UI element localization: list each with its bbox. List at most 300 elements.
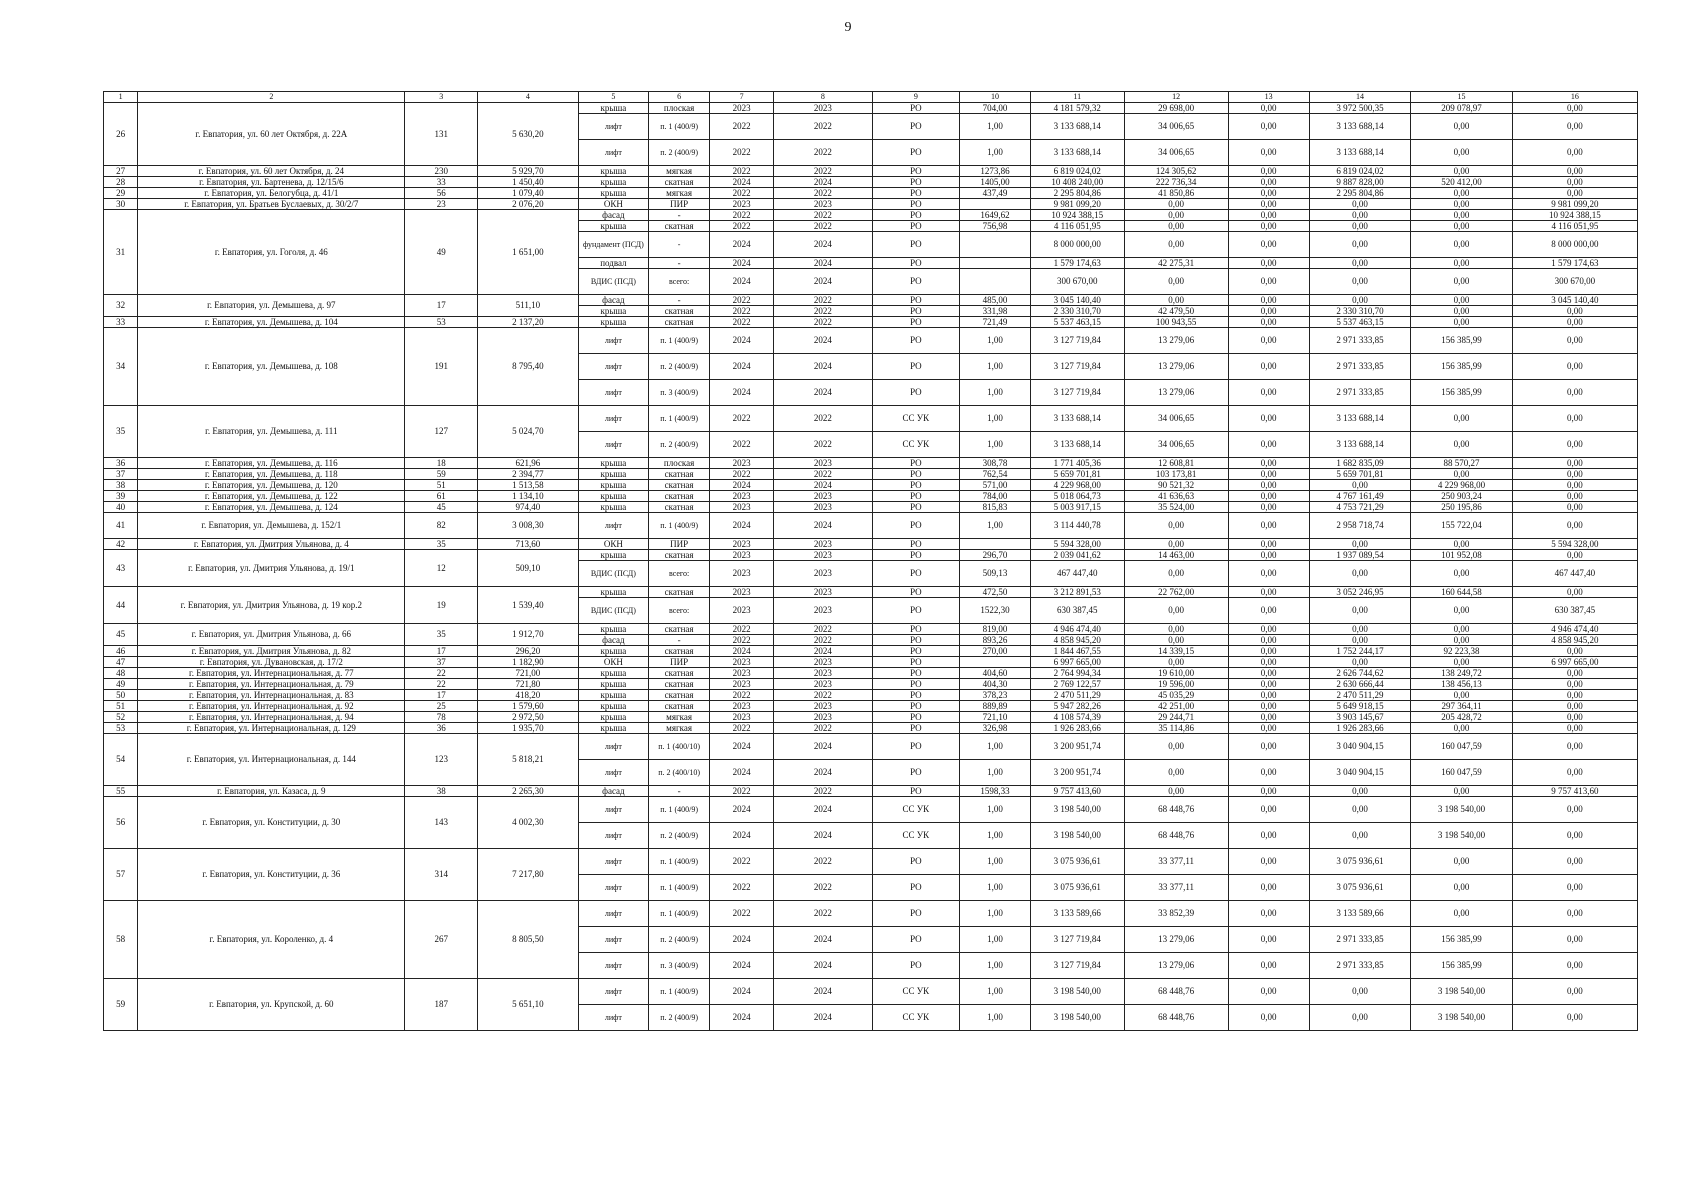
- area-cell: 5 024,70: [478, 406, 578, 458]
- fund-cell-16: 0,00: [1512, 760, 1637, 786]
- area-cell: 5 929,70: [478, 166, 578, 177]
- completion-year-cell: 2022: [774, 221, 872, 232]
- address-cell: г. Евпатория, ул. Демышева, д. 97: [138, 295, 405, 317]
- plan-year-cell: 2022: [710, 849, 774, 875]
- fund-method-cell: РО: [872, 114, 960, 140]
- psd-cost-cell: 100 943,55: [1124, 317, 1228, 328]
- plan-year-cell: 2024: [710, 269, 774, 295]
- total-cost-cell: 3 127 719,84: [1030, 927, 1124, 953]
- area-cell: 974,40: [478, 502, 578, 513]
- work-subtype-cell: скатная: [649, 502, 710, 513]
- fund-cell-16: 0,00: [1512, 701, 1637, 712]
- area-cell: 509,10: [478, 550, 578, 587]
- total-cost-cell: 3 200 951,74: [1030, 760, 1124, 786]
- work-subtype-cell: скатная: [649, 491, 710, 502]
- completion-year-cell: 2023: [774, 502, 872, 513]
- work-subtype-cell: п. 2 (400/9): [649, 432, 710, 458]
- address-cell: г. Евпатория, ул. Конституции, д. 36: [138, 849, 405, 901]
- plan-year-cell: 2022: [710, 690, 774, 701]
- total-cost-cell: 3 198 540,00: [1030, 979, 1124, 1005]
- apartments-cell: 61: [405, 491, 478, 502]
- plan-year-cell: 2022: [710, 624, 774, 635]
- fund-cell-14: 0,00: [1309, 786, 1411, 797]
- plan-year-cell: 2024: [710, 979, 774, 1005]
- work-type-cell: лифт: [578, 114, 649, 140]
- plan-year-cell: 2023: [710, 657, 774, 668]
- work-type-cell: крыша: [578, 502, 649, 513]
- total-cost-cell: 8 000 000,00: [1030, 232, 1124, 258]
- completion-year-cell: 2022: [774, 295, 872, 306]
- fund-cell-15: 3 198 540,00: [1411, 823, 1513, 849]
- volume-cell: 1,00: [960, 114, 1031, 140]
- fund-cell-14: 3 133 688,14: [1309, 114, 1411, 140]
- fund-method-cell: РО: [872, 166, 960, 177]
- fund-cell-15: 160 047,59: [1411, 734, 1513, 760]
- table-row: [104, 979, 1638, 1005]
- volume-cell: 404,30: [960, 679, 1031, 690]
- fund-cell-13: 0,00: [1228, 306, 1309, 317]
- psd-cost-cell: 14 339,15: [1124, 646, 1228, 657]
- fund-method-cell: РО: [872, 657, 960, 668]
- volume-cell: 571,00: [960, 480, 1031, 491]
- fund-cell-14: 0,00: [1309, 539, 1411, 550]
- table-row: [104, 513, 1638, 539]
- fund-cell-16: 0,00: [1512, 103, 1637, 114]
- repair-register-table: [103, 91, 1638, 1031]
- fund-cell-14: 5 537 463,15: [1309, 317, 1411, 328]
- work-type-cell: лифт: [578, 513, 649, 539]
- fund-cell-16: 3 045 140,40: [1512, 295, 1637, 306]
- plan-year-cell: 2022: [710, 432, 774, 458]
- address-cell: г. Евпатория, ул. Интернациональная, д. 77: [138, 668, 405, 679]
- fund-cell-15: 0,00: [1411, 188, 1513, 199]
- table-row: [104, 734, 1638, 760]
- work-type-cell: лифт: [578, 927, 649, 953]
- address-cell: г. Евпатория, ул. Интернациональная, д. 83: [138, 690, 405, 701]
- address-cell: г. Евпатория, ул. Демышева, д. 120: [138, 480, 405, 491]
- completion-year-cell: 2023: [774, 539, 872, 550]
- fund-method-cell: РО: [872, 539, 960, 550]
- volume-cell: [960, 657, 1031, 668]
- fund-method-cell: РО: [872, 295, 960, 306]
- volume-cell: 270,00: [960, 646, 1031, 657]
- completion-year-cell: 2024: [774, 177, 872, 188]
- volume-cell: 704,00: [960, 103, 1031, 114]
- fund-cell-15: 297 364,11: [1411, 701, 1513, 712]
- fund-cell-16: 467 447,40: [1512, 561, 1637, 587]
- fund-method-cell: РО: [872, 927, 960, 953]
- row-number-cell: 50: [104, 690, 138, 701]
- table-row: [104, 797, 1638, 823]
- fund-method-cell: РО: [872, 491, 960, 502]
- fund-cell-14: 0,00: [1309, 269, 1411, 295]
- plan-year-cell: 2024: [710, 927, 774, 953]
- completion-year-cell: 2022: [774, 210, 872, 221]
- completion-year-cell: 2023: [774, 668, 872, 679]
- address-cell: г. Евпатория, ул. Короленко, д. 4: [138, 901, 405, 979]
- row-number-cell: 45: [104, 624, 138, 646]
- work-subtype-cell: п. 1 (400/9): [649, 406, 710, 432]
- fund-method-cell: РО: [872, 221, 960, 232]
- row-number-cell: 26: [104, 103, 138, 166]
- fund-cell-13: 0,00: [1228, 1005, 1309, 1031]
- work-subtype-cell: п. 1 (400/9): [649, 901, 710, 927]
- work-subtype-cell: ПИР: [649, 539, 710, 550]
- volume-cell: 1,00: [960, 823, 1031, 849]
- fund-cell-16: 0,00: [1512, 491, 1637, 502]
- fund-cell-15: 0,00: [1411, 232, 1513, 258]
- address-cell: г. Евпатория, ул. 60 лет Октября, д. 22А: [138, 103, 405, 166]
- volume-cell: 815,83: [960, 502, 1031, 513]
- fund-cell-15: 156 385,99: [1411, 953, 1513, 979]
- fund-method-cell: РО: [872, 953, 960, 979]
- table-row: [104, 328, 1638, 354]
- fund-cell-16: 0,00: [1512, 875, 1637, 901]
- total-cost-cell: 9 981 099,20: [1030, 199, 1124, 210]
- psd-cost-cell: 0,00: [1124, 199, 1228, 210]
- work-type-cell: лифт: [578, 823, 649, 849]
- row-number-cell: 42: [104, 539, 138, 550]
- fund-cell-14: 5 659 701,81: [1309, 469, 1411, 480]
- work-subtype-cell: -: [649, 635, 710, 646]
- plan-year-cell: 2023: [710, 199, 774, 210]
- fund-cell-13: 0,00: [1228, 317, 1309, 328]
- work-type-cell: крыша: [578, 221, 649, 232]
- work-type-cell: крыша: [578, 701, 649, 712]
- plan-year-cell: 2022: [710, 786, 774, 797]
- work-type-cell: крыша: [578, 679, 649, 690]
- volume-cell: 1273,86: [960, 166, 1031, 177]
- area-cell: 1 651,00: [478, 210, 578, 295]
- completion-year-cell: 2022: [774, 624, 872, 635]
- fund-cell-13: 0,00: [1228, 491, 1309, 502]
- work-subtype-cell: п. 1 (400/9): [649, 849, 710, 875]
- column-header: 5: [578, 92, 649, 103]
- fund-cell-16: 0,00: [1512, 927, 1637, 953]
- fund-cell-13: 0,00: [1228, 210, 1309, 221]
- area-cell: 5 818,21: [478, 734, 578, 786]
- work-subtype-cell: скатная: [649, 668, 710, 679]
- fund-cell-14: 2 630 666,44: [1309, 679, 1411, 690]
- volume-cell: 437,49: [960, 188, 1031, 199]
- plan-year-cell: 2024: [710, 177, 774, 188]
- work-type-cell: крыша: [578, 458, 649, 469]
- fund-cell-13: 0,00: [1228, 221, 1309, 232]
- fund-cell-13: 0,00: [1228, 480, 1309, 491]
- completion-year-cell: 2024: [774, 734, 872, 760]
- apartments-cell: 33: [405, 177, 478, 188]
- volume-cell: [960, 539, 1031, 550]
- fund-cell-16: 9 757 413,60: [1512, 786, 1637, 797]
- fund-method-cell: РО: [872, 635, 960, 646]
- fund-cell-14: 0,00: [1309, 258, 1411, 269]
- fund-cell-15: 0,00: [1411, 210, 1513, 221]
- total-cost-cell: 1 771 405,36: [1030, 458, 1124, 469]
- plan-year-cell: 2023: [710, 458, 774, 469]
- fund-cell-14: 2 470 511,29: [1309, 690, 1411, 701]
- psd-cost-cell: 41 850,86: [1124, 188, 1228, 199]
- psd-cost-cell: 68 448,76: [1124, 823, 1228, 849]
- psd-cost-cell: 0,00: [1124, 210, 1228, 221]
- fund-cell-13: 0,00: [1228, 875, 1309, 901]
- area-cell: 2 972,50: [478, 712, 578, 723]
- apartments-cell: 143: [405, 797, 478, 849]
- completion-year-cell: 2024: [774, 823, 872, 849]
- column-header: 2: [138, 92, 405, 103]
- apartments-cell: 314: [405, 849, 478, 901]
- psd-cost-cell: 90 521,32: [1124, 480, 1228, 491]
- table-row: [104, 177, 1638, 188]
- fund-cell-14: 4 767 161,49: [1309, 491, 1411, 502]
- psd-cost-cell: 0,00: [1124, 513, 1228, 539]
- fund-cell-13: 0,00: [1228, 140, 1309, 166]
- work-type-cell: лифт: [578, 140, 649, 166]
- psd-cost-cell: 42 275,31: [1124, 258, 1228, 269]
- fund-cell-13: 0,00: [1228, 458, 1309, 469]
- fund-cell-14: 6 819 024,02: [1309, 166, 1411, 177]
- row-number-cell: 40: [104, 502, 138, 513]
- psd-cost-cell: 0,00: [1124, 269, 1228, 295]
- row-number-cell: 54: [104, 734, 138, 786]
- row-number-cell: 53: [104, 723, 138, 734]
- work-subtype-cell: п. 2 (400/9): [649, 927, 710, 953]
- total-cost-cell: 3 198 540,00: [1030, 823, 1124, 849]
- psd-cost-cell: 0,00: [1124, 539, 1228, 550]
- fund-cell-16: 5 594 328,00: [1512, 539, 1637, 550]
- psd-cost-cell: 14 463,00: [1124, 550, 1228, 561]
- psd-cost-cell: 35 114,86: [1124, 723, 1228, 734]
- completion-year-cell: 2022: [774, 406, 872, 432]
- row-number-cell: 55: [104, 786, 138, 797]
- fund-cell-15: 0,00: [1411, 166, 1513, 177]
- completion-year-cell: 2024: [774, 513, 872, 539]
- fund-cell-13: 0,00: [1228, 177, 1309, 188]
- volume-cell: 721,49: [960, 317, 1031, 328]
- total-cost-cell: 10 924 388,15: [1030, 210, 1124, 221]
- area-cell: 1 513,58: [478, 480, 578, 491]
- volume-cell: 721,10: [960, 712, 1031, 723]
- apartments-cell: 36: [405, 723, 478, 734]
- fund-cell-14: 0,00: [1309, 598, 1411, 624]
- work-subtype-cell: плоская: [649, 103, 710, 114]
- apartments-cell: 51: [405, 480, 478, 491]
- plan-year-cell: 2022: [710, 306, 774, 317]
- plan-year-cell: 2024: [710, 953, 774, 979]
- table-row: [104, 502, 1638, 513]
- row-number-cell: 49: [104, 679, 138, 690]
- fund-method-cell: СС УК: [872, 979, 960, 1005]
- fund-cell-16: 0,00: [1512, 679, 1637, 690]
- completion-year-cell: 2023: [774, 561, 872, 587]
- address-cell: г. Евпатория, ул. Дувановская, д. 17/2: [138, 657, 405, 668]
- table-row: [104, 539, 1638, 550]
- apartments-cell: 35: [405, 624, 478, 646]
- total-cost-cell: 2 039 041,62: [1030, 550, 1124, 561]
- total-cost-cell: 3 127 719,84: [1030, 953, 1124, 979]
- volume-cell: 1,00: [960, 875, 1031, 901]
- total-cost-cell: 1 926 283,66: [1030, 723, 1124, 734]
- row-number-cell: 41: [104, 513, 138, 539]
- column-header: 4: [478, 92, 578, 103]
- fund-method-cell: РО: [872, 306, 960, 317]
- work-type-cell: крыша: [578, 480, 649, 491]
- row-number-cell: 30: [104, 199, 138, 210]
- completion-year-cell: 2022: [774, 317, 872, 328]
- work-subtype-cell: п. 1 (400/9): [649, 797, 710, 823]
- psd-cost-cell: 0,00: [1124, 295, 1228, 306]
- column-header: 3: [405, 92, 478, 103]
- apartments-cell: 78: [405, 712, 478, 723]
- address-cell: г. Евпатория, ул. Дмитрия Ульянова, д. 19/1: [138, 550, 405, 587]
- fund-cell-16: 4 858 945,20: [1512, 635, 1637, 646]
- fund-cell-15: 0,00: [1411, 875, 1513, 901]
- completion-year-cell: 2023: [774, 199, 872, 210]
- fund-cell-13: 0,00: [1228, 354, 1309, 380]
- fund-cell-15: 3 198 540,00: [1411, 979, 1513, 1005]
- work-subtype-cell: скатная: [649, 624, 710, 635]
- row-number-cell: 28: [104, 177, 138, 188]
- fund-cell-13: 0,00: [1228, 513, 1309, 539]
- plan-year-cell: 2022: [710, 901, 774, 927]
- fund-method-cell: РО: [872, 317, 960, 328]
- psd-cost-cell: 13 279,06: [1124, 328, 1228, 354]
- row-number-cell: 46: [104, 646, 138, 657]
- area-cell: 1 182,90: [478, 657, 578, 668]
- total-cost-cell: 630 387,45: [1030, 598, 1124, 624]
- psd-cost-cell: 0,00: [1124, 561, 1228, 587]
- address-cell: г. Евпатория, ул. Интернациональная, д. 92: [138, 701, 405, 712]
- fund-cell-13: 0,00: [1228, 539, 1309, 550]
- fund-cell-13: 0,00: [1228, 701, 1309, 712]
- fund-cell-13: 0,00: [1228, 232, 1309, 258]
- fund-cell-14: 2 971 333,85: [1309, 927, 1411, 953]
- completion-year-cell: 2023: [774, 103, 872, 114]
- work-subtype-cell: мягкая: [649, 188, 710, 199]
- table-row: [104, 199, 1638, 210]
- fund-cell-14: 5 649 918,15: [1309, 701, 1411, 712]
- apartments-cell: 17: [405, 295, 478, 317]
- fund-cell-13: 0,00: [1228, 550, 1309, 561]
- total-cost-cell: 5 018 064,73: [1030, 491, 1124, 502]
- address-cell: г. Евпатория, ул. Крупской, д. 60: [138, 979, 405, 1031]
- fund-cell-15: 0,00: [1411, 295, 1513, 306]
- work-type-cell: крыша: [578, 103, 649, 114]
- apartments-cell: 38: [405, 786, 478, 797]
- plan-year-cell: 2023: [710, 701, 774, 712]
- work-type-cell: крыша: [578, 624, 649, 635]
- fund-cell-15: 155 722,04: [1411, 513, 1513, 539]
- fund-cell-14: 2 330 310,70: [1309, 306, 1411, 317]
- volume-cell: [960, 199, 1031, 210]
- fund-cell-15: 0,00: [1411, 406, 1513, 432]
- work-type-cell: лифт: [578, 432, 649, 458]
- total-cost-cell: 9 757 413,60: [1030, 786, 1124, 797]
- fund-cell-16: 4 116 051,95: [1512, 221, 1637, 232]
- psd-cost-cell: 0,00: [1124, 598, 1228, 624]
- fund-cell-13: 0,00: [1228, 723, 1309, 734]
- column-header: 12: [1124, 92, 1228, 103]
- address-cell: г. Евпатория, ул. Демышева, д. 124: [138, 502, 405, 513]
- fund-cell-16: 0,00: [1512, 550, 1637, 561]
- fund-method-cell: РО: [872, 103, 960, 114]
- fund-cell-15: 88 570,27: [1411, 458, 1513, 469]
- work-type-cell: лифт: [578, 953, 649, 979]
- address-cell: г. Евпатория, ул. Дмитрия Ульянова, д. 82: [138, 646, 405, 657]
- fund-method-cell: РО: [872, 550, 960, 561]
- fund-cell-14: 9 887 828,00: [1309, 177, 1411, 188]
- fund-method-cell: РО: [872, 328, 960, 354]
- completion-year-cell: 2022: [774, 635, 872, 646]
- apartments-cell: 82: [405, 513, 478, 539]
- fund-cell-13: 0,00: [1228, 103, 1309, 114]
- fund-method-cell: РО: [872, 734, 960, 760]
- plan-year-cell: 2024: [710, 646, 774, 657]
- fund-cell-16: 9 981 099,20: [1512, 199, 1637, 210]
- fund-cell-14: 0,00: [1309, 979, 1411, 1005]
- work-subtype-cell: скатная: [649, 701, 710, 712]
- work-type-cell: крыша: [578, 166, 649, 177]
- area-cell: 2 137,20: [478, 317, 578, 328]
- fund-cell-15: 0,00: [1411, 624, 1513, 635]
- volume-cell: 1598,33: [960, 786, 1031, 797]
- fund-method-cell: СС УК: [872, 432, 960, 458]
- total-cost-cell: 2 295 804,86: [1030, 188, 1124, 199]
- work-type-cell: ВДИС (ПСД): [578, 269, 649, 295]
- fund-cell-14: 4 753 721,29: [1309, 502, 1411, 513]
- volume-cell: 1,00: [960, 1005, 1031, 1031]
- psd-cost-cell: 34 006,65: [1124, 114, 1228, 140]
- area-cell: 721,80: [478, 679, 578, 690]
- plan-year-cell: 2024: [710, 258, 774, 269]
- column-header: 9: [872, 92, 960, 103]
- work-type-cell: крыша: [578, 712, 649, 723]
- completion-year-cell: 2022: [774, 140, 872, 166]
- work-type-cell: ВДИС (ПСД): [578, 598, 649, 624]
- completion-year-cell: 2024: [774, 979, 872, 1005]
- total-cost-cell: 3 075 936,61: [1030, 875, 1124, 901]
- fund-cell-14: 2 971 333,85: [1309, 328, 1411, 354]
- fund-cell-15: 0,00: [1411, 561, 1513, 587]
- total-cost-cell: 2 330 310,70: [1030, 306, 1124, 317]
- fund-cell-14: 3 133 589,66: [1309, 901, 1411, 927]
- completion-year-cell: 2022: [774, 901, 872, 927]
- fund-cell-13: 0,00: [1228, 166, 1309, 177]
- fund-cell-14: 3 133 688,14: [1309, 432, 1411, 458]
- work-type-cell: лифт: [578, 734, 649, 760]
- fund-cell-16: 0,00: [1512, 797, 1637, 823]
- total-cost-cell: 3 198 540,00: [1030, 1005, 1124, 1031]
- column-header: 6: [649, 92, 710, 103]
- area-cell: 8 805,50: [478, 901, 578, 979]
- fund-cell-13: 0,00: [1228, 406, 1309, 432]
- apartments-cell: 37: [405, 657, 478, 668]
- work-type-cell: лифт: [578, 849, 649, 875]
- fund-cell-15: 0,00: [1411, 306, 1513, 317]
- fund-cell-15: 0,00: [1411, 199, 1513, 210]
- plan-year-cell: 2022: [710, 723, 774, 734]
- area-cell: 8 795,40: [478, 328, 578, 406]
- area-cell: 621,96: [478, 458, 578, 469]
- total-cost-cell: 3 114 440,78: [1030, 513, 1124, 539]
- column-header: 7: [710, 92, 774, 103]
- plan-year-cell: 2024: [710, 380, 774, 406]
- psd-cost-cell: 29 698,00: [1124, 103, 1228, 114]
- fund-cell-15: 0,00: [1411, 786, 1513, 797]
- fund-method-cell: РО: [872, 232, 960, 258]
- work-subtype-cell: п. 1 (400/9): [649, 875, 710, 901]
- fund-method-cell: РО: [872, 646, 960, 657]
- row-number-cell: 35: [104, 406, 138, 458]
